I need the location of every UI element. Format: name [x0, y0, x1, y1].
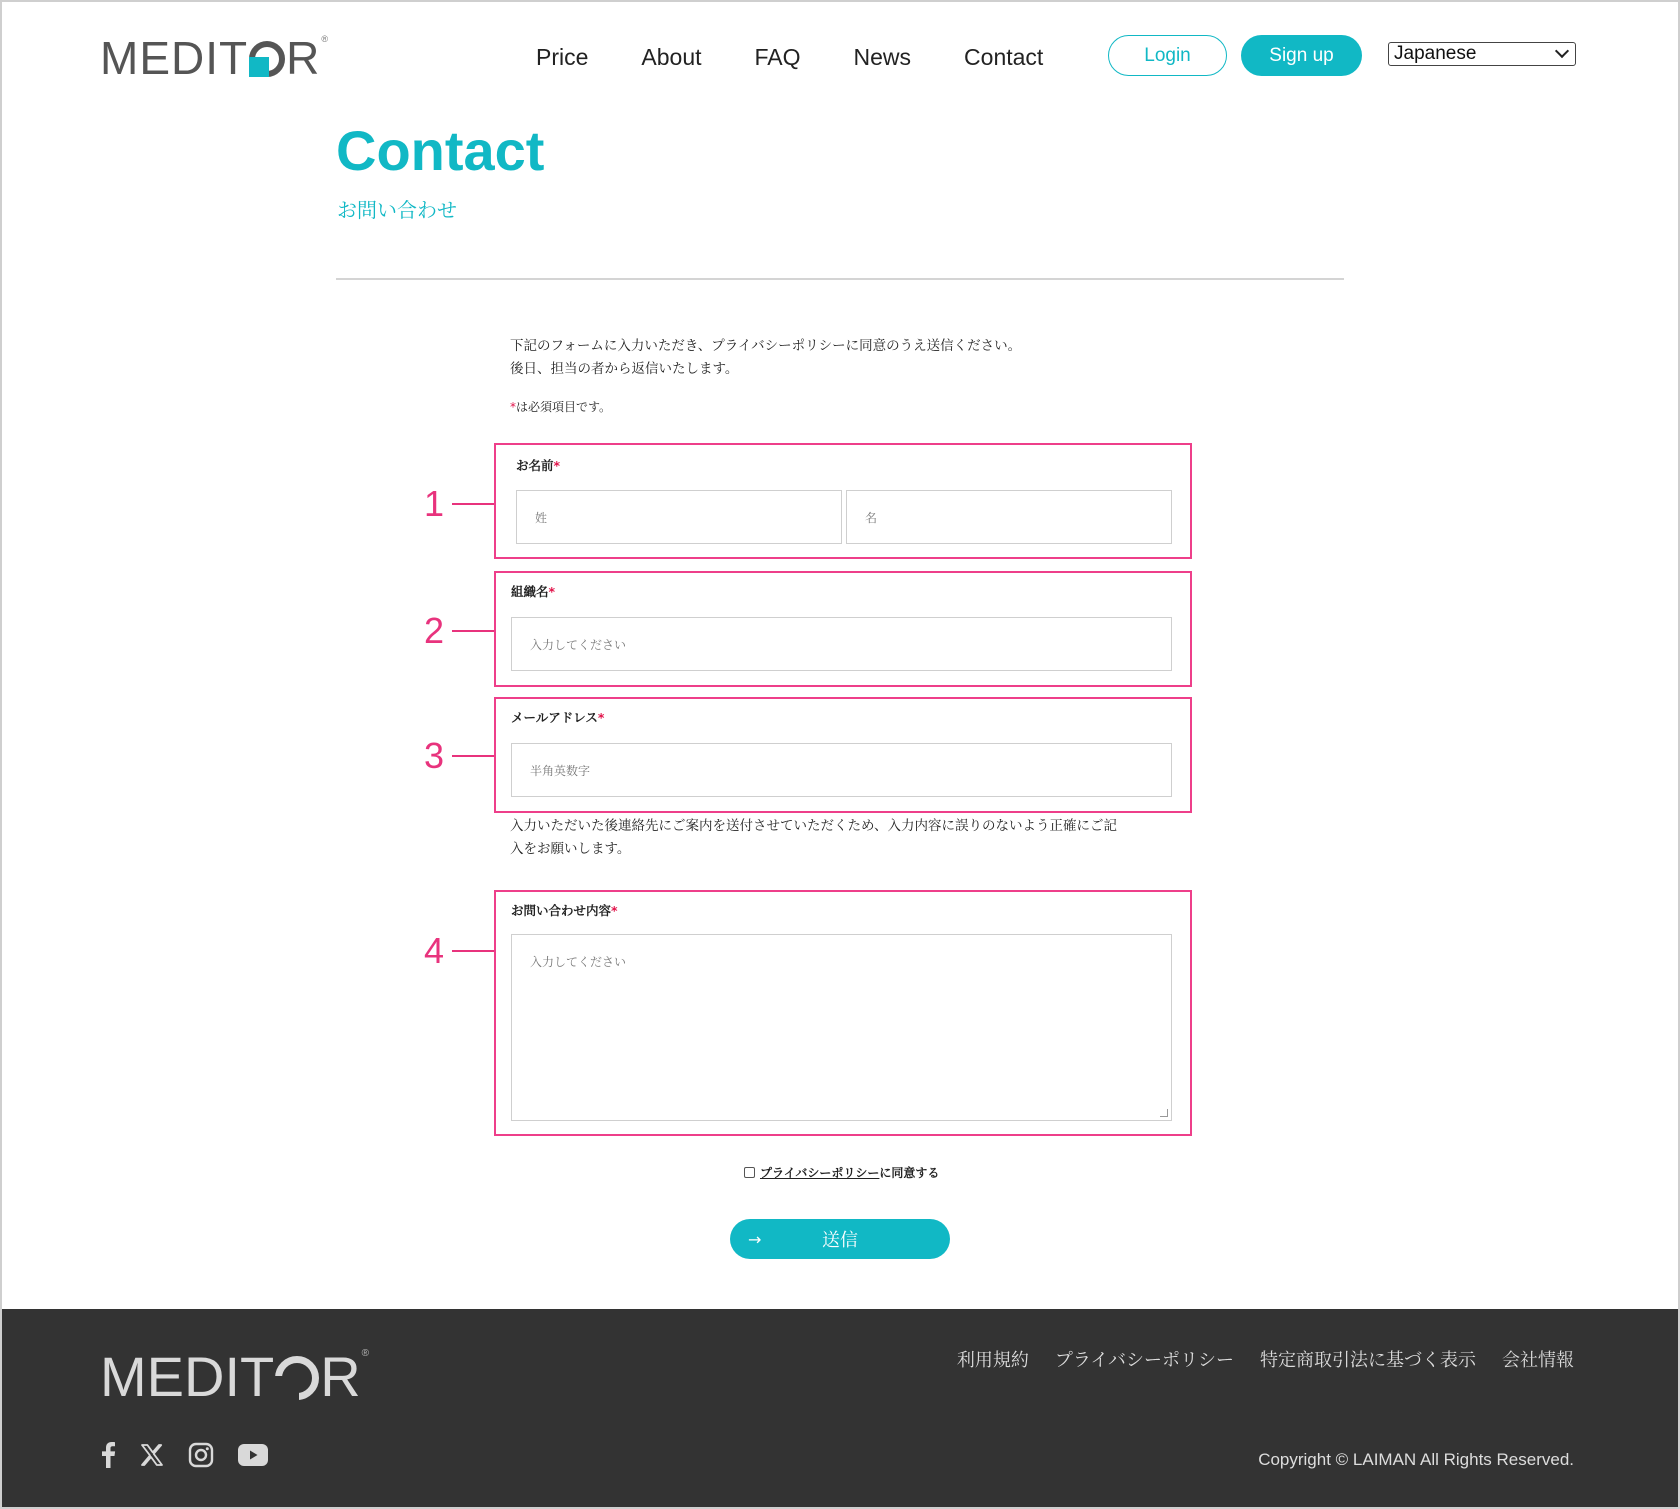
privacy-policy-link[interactable]: プライバシーポリシー [760, 1166, 880, 1180]
privacy-consent-checkbox[interactable] [744, 1167, 755, 1178]
required-note: *は必須項目です。 [510, 400, 612, 414]
main-nav [536, 42, 1096, 72]
nav-about[interactable]: About [641, 44, 702, 70]
organization-input[interactable]: 入力してください [511, 617, 1172, 671]
language-select-value: Japanese [1394, 43, 1477, 64]
organization-label: 組織名* [511, 584, 556, 599]
callout-line-1 [452, 503, 494, 505]
callout-number-4: 4 [424, 930, 445, 971]
nav-contact[interactable]: Contact [964, 44, 1044, 70]
x-icon[interactable] [140, 1443, 164, 1467]
logo-wordmark: MEDIT R® [100, 32, 329, 84]
footer-logo-o-mark [275, 1356, 319, 1400]
email-helper-line-1: 入力いただいた後連絡先にご案内を送付させていただくため、入力内容に誤りのないよう正確にご記 [510, 818, 1117, 834]
inquiry-field-group [494, 890, 1192, 1136]
name-label: お名前* [516, 458, 561, 473]
email-helper-note [510, 815, 1170, 861]
arrow-right-icon: → [748, 1230, 762, 1249]
submit-button[interactable] [730, 1219, 950, 1259]
inquiry-placeholder: 入力してください [530, 955, 627, 969]
footer-links [957, 1349, 1574, 1373]
callout-line-4 [452, 950, 494, 952]
callout-line-3 [452, 755, 494, 757]
first-name-input[interactable]: 名 [846, 490, 1172, 544]
nav-price[interactable]: Price [536, 44, 589, 70]
youtube-icon[interactable] [238, 1444, 268, 1466]
email-field-group [494, 697, 1192, 813]
site-footer [2, 1309, 1678, 1507]
last-name-input[interactable]: 姓 [516, 490, 842, 544]
signup-button[interactable]: Sign up [1241, 35, 1362, 76]
footer-link-company[interactable]: 会社情報 [1502, 1350, 1574, 1371]
footer-logo[interactable]: MEDIT R® [100, 1345, 370, 1408]
privacy-consent-text: に同意する [879, 1166, 940, 1180]
email-label: メールアドレス* [511, 710, 605, 725]
form-intro [510, 335, 1021, 381]
page-title: Contact [336, 119, 545, 182]
email-helper-line-2: 入をお願いします。 [510, 841, 631, 857]
nav-faq[interactable]: FAQ [754, 44, 801, 70]
login-button[interactable]: Login [1108, 35, 1227, 76]
email-input[interactable]: 半角英数字 [511, 743, 1172, 797]
inquiry-textarea[interactable] [511, 934, 1172, 1121]
instagram-icon[interactable] [188, 1442, 214, 1468]
footer-link-terms[interactable]: 利用規約 [956, 1350, 1029, 1371]
inquiry-label: お問い合わせ内容* [511, 903, 618, 918]
callout-number-3: 3 [424, 735, 445, 776]
callout-line-2 [452, 630, 494, 632]
language-select[interactable] [1388, 42, 1576, 66]
resize-grip-icon[interactable] [1160, 1109, 1168, 1117]
organization-field-group [494, 571, 1192, 687]
submit-label: 送信 [822, 1230, 858, 1251]
privacy-consent [744, 1164, 939, 1181]
copyright-text: Copyright © LAIMAN All Rights Reserved. [1258, 1450, 1574, 1469]
intro-line-1: 下記のフォームに入力いただき、プライバシーポリシーに同意のうえ送信ください。 [510, 338, 1022, 354]
site-logo[interactable] [100, 32, 329, 84]
footer-link-privacy[interactable]: プライバシーポリシー [1054, 1350, 1234, 1371]
footer-link-commerce-law[interactable]: 特定商取引法に基づく表示 [1260, 1350, 1476, 1371]
intro-line-2: 後日、担当の者から返信いたします。 [510, 361, 739, 377]
callout-number-1: 1 [424, 483, 445, 524]
title-divider [336, 278, 1344, 280]
name-field-group [494, 443, 1192, 559]
social-links [100, 1442, 268, 1468]
facebook-icon[interactable] [100, 1442, 116, 1468]
nav-news[interactable]: News [853, 44, 912, 70]
logo-o-mark [249, 41, 285, 77]
chevron-down-icon [1555, 44, 1569, 58]
page-subtitle: お問い合わせ [337, 198, 457, 222]
callout-number-2: 2 [424, 610, 445, 651]
